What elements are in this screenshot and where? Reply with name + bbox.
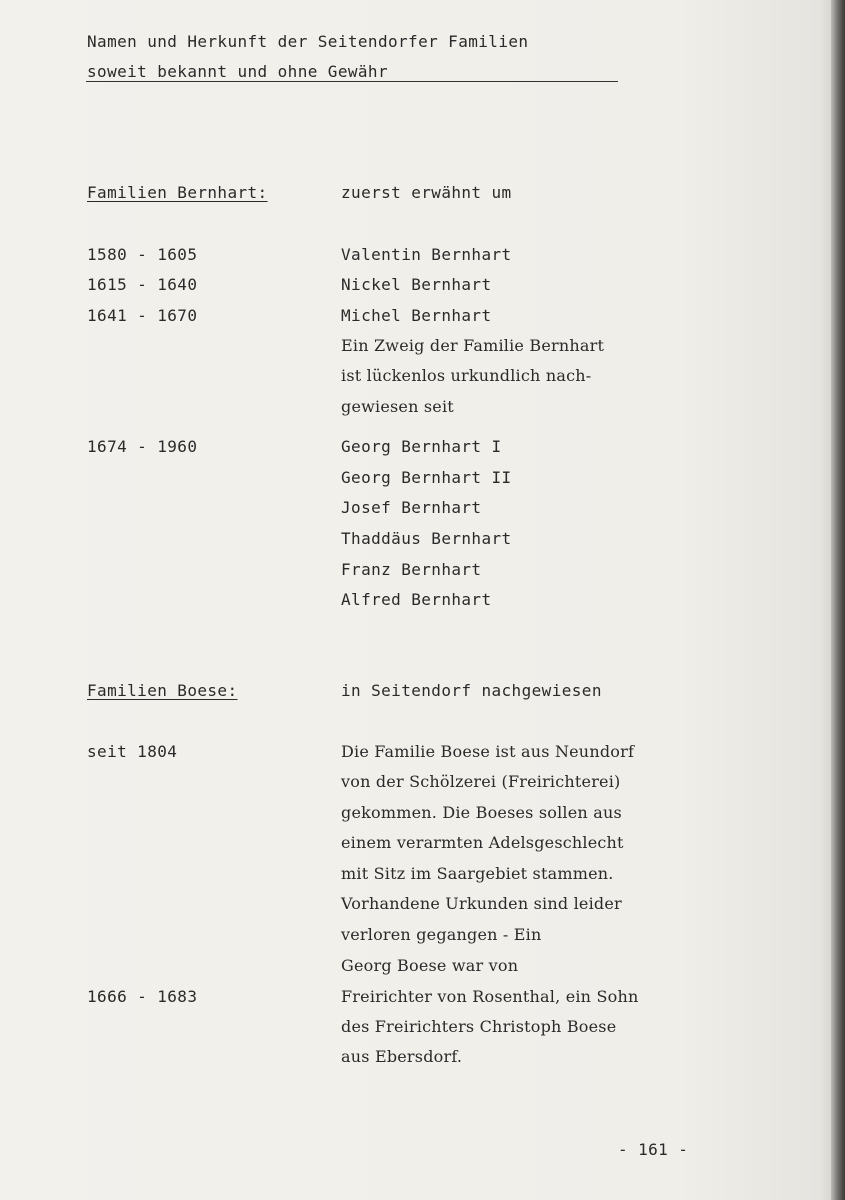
boese-text-line: Georg Boese war von	[341, 956, 519, 975]
page-edge-shadow	[831, 0, 845, 1200]
boese-heading: Familien Boese:	[87, 681, 238, 700]
boese-text-line: mit Sitz im Saargebiet stammen.	[341, 864, 614, 883]
title-line-2: soweit bekannt und ohne Gewähr	[87, 62, 388, 81]
title-line-1: Namen und Herkunft der Seitendorfer Familien	[87, 32, 529, 51]
bernhart-years: 1641 - 1670	[87, 306, 198, 325]
boese-text-line: aus Ebersdorf.	[341, 1047, 463, 1066]
boese-since: seit 1804	[87, 742, 178, 761]
boese-heading-note: in Seitendorf nachgewiesen	[341, 681, 602, 700]
bernhart-lineage-years: 1674 - 1960	[87, 437, 198, 456]
boese-text-line: verloren gegangen - Ein	[341, 925, 542, 944]
bernhart-note-line: gewiesen seit	[341, 397, 454, 416]
bernhart-lineage-name: Alfred Bernhart	[341, 590, 492, 609]
bernhart-name: Nickel Bernhart	[341, 275, 492, 294]
bernhart-lineage-name: Franz Bernhart	[341, 560, 482, 579]
bernhart-lineage-name: Josef Bernhart	[341, 498, 482, 517]
bernhart-years: 1580 - 1605	[87, 245, 198, 264]
bernhart-years: 1615 - 1640	[87, 275, 198, 294]
boese-text-line: von der Schölzerei (Freirichterei)	[341, 772, 621, 791]
bernhart-name: Valentin Bernhart	[341, 245, 512, 264]
page-number: - 161 -	[618, 1140, 689, 1159]
boese-text-line: des Freirichters Christoph Boese	[341, 1017, 617, 1036]
boese-text-line: gekommen. Die Boeses sollen aus	[341, 803, 622, 822]
bernhart-lineage-name: Georg Bernhart I	[341, 437, 502, 456]
boese-freirichter-years: 1666 - 1683	[87, 987, 198, 1006]
boese-text-line: Die Familie Boese ist aus Neundorf	[341, 742, 635, 761]
bernhart-heading-note: zuerst erwähnt um	[341, 183, 512, 202]
bernhart-lineage-name: Thaddäus Bernhart	[341, 529, 512, 548]
bernhart-note-line: ist lückenlos urkundlich nach-	[341, 366, 592, 385]
bernhart-note-line: Ein Zweig der Familie Bernhart	[341, 336, 605, 355]
boese-text-line: Vorhandene Urkunden sind leider	[341, 894, 622, 913]
bernhart-lineage-name: Georg Bernhart II	[341, 468, 512, 487]
bernhart-heading: Familien Bernhart:	[87, 183, 268, 202]
title-underline	[86, 81, 618, 82]
bernhart-name: Michel Bernhart	[341, 306, 492, 325]
boese-text-line: einem verarmten Adelsgeschlecht	[341, 833, 624, 852]
boese-text-line: Freirichter von Rosenthal, ein Sohn	[341, 987, 639, 1006]
